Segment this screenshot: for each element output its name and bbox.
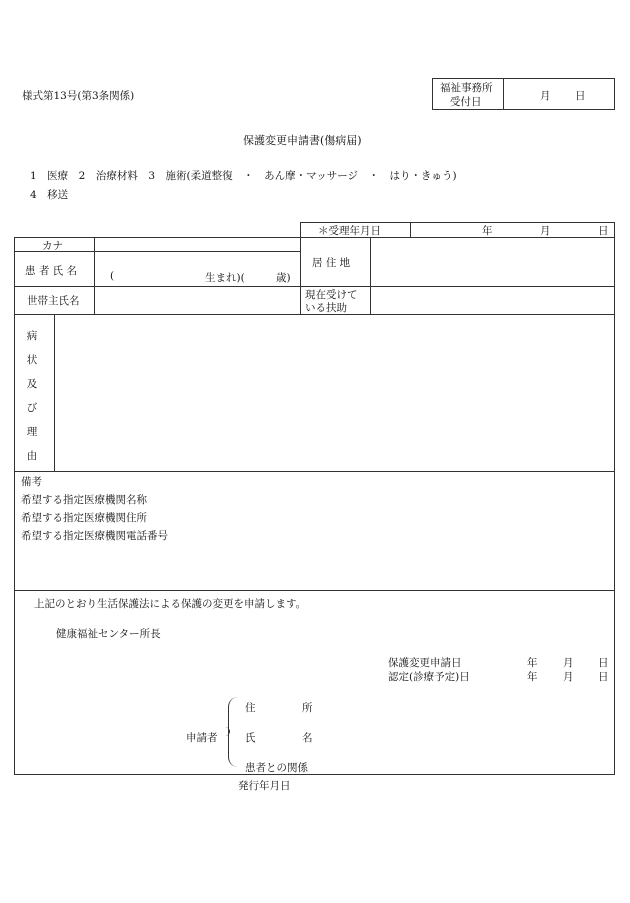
office-stamp-label: 福祉事務所	[440, 82, 493, 94]
preferred-institution-name: 希望する指定医療機関名称	[21, 494, 147, 506]
remarks-bottom-line	[14, 590, 615, 591]
patient-name-label: 患 者 氏 名	[25, 265, 78, 277]
reason-char: 由	[26, 450, 38, 462]
reason-char: 病	[26, 330, 38, 342]
reason-divider	[54, 314, 55, 471]
preferred-institution-phone: 希望する指定医療機関電話番号	[21, 530, 168, 542]
birth-open-paren: (	[110, 270, 115, 282]
receipt-year: 年	[482, 225, 493, 237]
category-options-line-1: 1 医療 2 治療材料 3 施術(柔道整復 ・ あん摩・マッサージ ・ はり・きゅう)	[30, 170, 457, 182]
current-aid-label-2: いる扶助	[305, 302, 347, 314]
reason-char: 理	[26, 426, 38, 438]
applicant-name-label-2: 名	[302, 732, 313, 744]
application-month: 月	[563, 657, 574, 669]
certification-month: 月	[563, 671, 574, 683]
application-day: 日	[598, 657, 609, 669]
receipt-month: 月	[540, 225, 551, 237]
reason-char: 状	[26, 354, 38, 366]
issue-date-label: 発行年月日	[238, 780, 291, 792]
applicant-name-label: 氏	[245, 732, 256, 744]
receipt-date-label: ＊受理年月日	[318, 225, 381, 237]
reason-char: び	[26, 402, 38, 414]
office-stamp-month: 月	[540, 90, 551, 102]
remarks-label: 備考	[21, 476, 42, 488]
receipt-day: 日	[598, 225, 609, 237]
certification-date-label: 認定(診療予定)日	[388, 671, 470, 683]
preferred-institution-address: 希望する指定医療機関住所	[21, 512, 147, 524]
form-number: 様式第13号(第3条関係)	[22, 90, 135, 102]
birth-date-text: 生まれ)(	[205, 272, 245, 284]
office-stamp-label-2: 受付日	[450, 96, 482, 108]
current-aid-label: 現在受けて	[305, 289, 358, 301]
office-stamp-day: 日	[575, 90, 586, 102]
householder-name-label: 世帯主氏名	[27, 295, 80, 307]
application-date-label: 保護変更申請日	[388, 657, 462, 669]
applicant-relation-label: 患者との関係	[245, 762, 308, 774]
address-label: 居 住 地	[312, 257, 351, 269]
reason-bottom-line	[14, 471, 615, 472]
category-options-line-2: 4 移送	[30, 189, 69, 201]
application-year: 年	[527, 657, 538, 669]
age-text: 歳)	[276, 272, 291, 284]
applicant-address-label: 住	[245, 702, 256, 714]
certification-year: 年	[527, 671, 538, 683]
certification-day: 日	[598, 671, 609, 683]
page-title: 保護変更申請書(傷病届)	[243, 134, 362, 147]
applicant-address-label-2: 所	[302, 702, 313, 714]
applicant-label: 申請者	[186, 732, 218, 744]
reason-char: 及	[26, 378, 38, 390]
addressee: 健康福祉センター所長	[56, 628, 161, 640]
declaration-statement: 上記のとおり生活保護法による保護の変更を申請します。	[34, 598, 307, 610]
kana-label: カナ	[42, 240, 63, 252]
